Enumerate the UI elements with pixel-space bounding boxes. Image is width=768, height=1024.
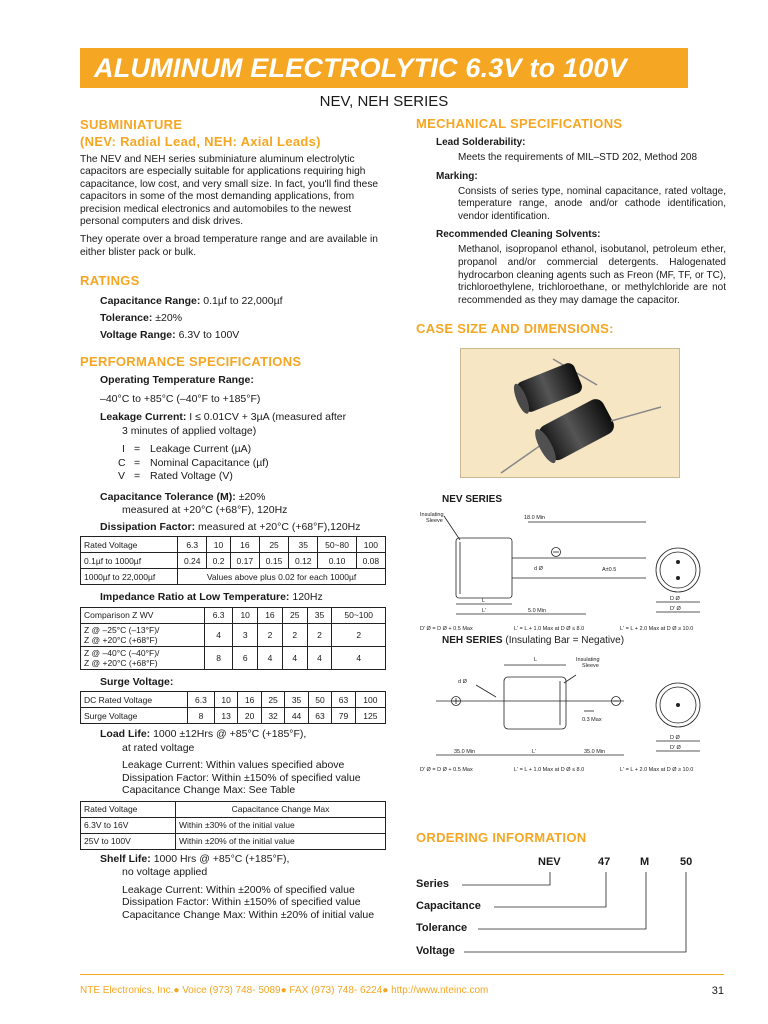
page-number: 31 <box>711 985 724 997</box>
nev-dimension-diagram <box>416 508 724 633</box>
case-size-title: CASE SIZE AND DIMENSIONS: <box>416 321 614 337</box>
footer-url-link[interactable]: http://www.nteinc.com <box>391 985 489 996</box>
list-item: Dissipation Factor: Within ±150% of specified value <box>122 896 361 909</box>
table-row <box>81 801 386 817</box>
dim-label: 18.0 Min <box>524 515 546 522</box>
shelf-life-note: no voltage applied <box>122 866 208 879</box>
dim-label: A±0.5 <box>602 567 617 574</box>
page-banner: ALUMINUM ELECTROLYTIC 6.3V to 100V <box>80 48 688 88</box>
list-item: Capacitance Change Max: Within ±20% of initial value <box>122 908 375 921</box>
intro-paragraph-2: They operate over a broad temperature range and are available in either blister pack or bulk. <box>80 234 378 258</box>
table-cell: Capacitance Change Max <box>176 801 386 817</box>
table-cell: 2 <box>282 623 307 646</box>
cap-tolerance: Capacitance Tolerance (M): ±20% <box>100 490 266 503</box>
marking-text: Consists of series type, nominal capacitance, rated voltage, temperature range, anode and/or cathode identification, vendor identification. <box>458 185 726 222</box>
capacitor-photo <box>460 348 680 478</box>
marking-label: Marking: <box>436 170 478 182</box>
bullet-icon: ● <box>280 985 287 996</box>
table-cell: 25V to 100V <box>81 833 176 849</box>
dim-caption: L' = L + 1.0 Max at D Ø ≤ 8.0 <box>514 626 585 633</box>
dim-label: L <box>482 598 486 605</box>
table-cell: 63 <box>332 692 355 708</box>
capacitance-change-table <box>80 801 386 850</box>
table-cell: 63 <box>308 708 331 724</box>
table-cell: 2 <box>332 623 386 646</box>
legend-row: C = Nominal Capacitance (µf) <box>118 456 269 469</box>
impedance-table <box>80 607 386 670</box>
table-cell: 10 <box>207 537 230 553</box>
table-cell: 25 <box>259 537 288 553</box>
table-row <box>81 646 386 669</box>
dim-label: L' <box>482 608 487 615</box>
table-cell: 16 <box>238 692 261 708</box>
table-cell: 6.3 <box>204 607 232 623</box>
dim-caption: D' Ø = D Ø + 0.5 Max <box>420 767 473 774</box>
table-row <box>81 817 386 833</box>
mechanical-title: MECHANICAL SPECIFICATIONS <box>416 116 623 131</box>
lead-solderability-label: Lead Solderability: <box>436 137 526 148</box>
bullet-icon: ● <box>173 985 180 996</box>
dim-label: L' <box>532 749 537 756</box>
load-life-note: at rated voltage <box>122 741 195 754</box>
table-cell: 0.17 <box>230 553 259 569</box>
table-row <box>81 708 386 724</box>
impedance-ratio: Impedance Ratio at Low Temperature: 120Hz <box>100 591 323 604</box>
dissipation-table <box>80 536 386 585</box>
table-cell: Comparison Z WV <box>81 607 205 623</box>
table-cell: 4 <box>258 646 283 669</box>
footer-voice: Voice (973) 748- 5089 <box>182 985 281 996</box>
table-cell: 32 <box>261 708 284 724</box>
dim-label: 35.0 Min <box>454 749 476 756</box>
dim-label: Sleeve <box>582 663 599 670</box>
surge-table <box>80 691 386 724</box>
dim-label: D Ø <box>670 735 680 742</box>
table-cell: 0.10 <box>318 553 356 569</box>
table-cell: 16 <box>230 537 259 553</box>
table-cell: 10 <box>233 607 258 623</box>
leakage-current: Leakage Current: I ≤ 0.01CV + 3µA (measured after <box>100 411 347 424</box>
table-cell: 1000µf to 22,000µf <box>81 569 178 585</box>
footer-company: NTE Electronics, Inc. <box>80 985 174 996</box>
table-cell: 25 <box>261 692 284 708</box>
dim-caption: L' = L + 2.0 Max at D Ø ≥ 10.0 <box>620 767 694 774</box>
subminiature-title: SUBMINIATURE <box>80 117 183 132</box>
capacitor-illustration <box>461 349 679 477</box>
table-cell: 16 <box>258 607 283 623</box>
table-cell: 6 <box>233 646 258 669</box>
shelf-life-list <box>80 884 390 922</box>
dissipation-factor: Dissipation Factor: measured at +20°C (+68°F),120Hz <box>100 520 361 533</box>
footer-fax: FAX (973) 748- 6224 <box>289 985 383 996</box>
table-cell: 0.1µf to 1000µf <box>81 553 178 569</box>
table-cell: 25 <box>282 607 307 623</box>
dim-label: d Ø <box>458 679 467 686</box>
neh-series-heading: NEH SERIES (Insulating Bar = Negative) <box>442 635 625 647</box>
shelf-life: Shelf Life: 1000 Hrs @ +85°C (+185°F), <box>100 852 290 865</box>
list-item: Leakage Current: Within ±200% of specified value <box>122 883 355 896</box>
table-row <box>81 833 386 849</box>
load-life-list <box>80 759 390 797</box>
table-cell: Z @ –25°C (–13°F)/ Z @ +20°C (+68°F) <box>81 623 205 646</box>
op-temp-value: –40°C to +85°C (–40°F to +185°F) <box>100 392 261 405</box>
footer-divider <box>80 974 724 975</box>
list-item: Dissipation Factor: Within ±150% of specified value <box>122 771 361 784</box>
performance-title: PERFORMANCE SPECIFICATIONS <box>80 354 302 370</box>
rating-tolerance: Tolerance: ±20% <box>100 312 183 325</box>
table-cell: 2 <box>258 623 283 646</box>
dim-label: 0.3 Max <box>582 717 602 724</box>
op-temp-label: Operating Temperature Range: <box>100 374 254 387</box>
ordering-label-tolerance: Tolerance <box>416 922 468 934</box>
table-row <box>81 569 386 585</box>
right-column <box>416 116 726 774</box>
table-cell: 44 <box>285 708 308 724</box>
table-cell: 35 <box>307 607 332 623</box>
bullet-icon: ● <box>382 985 389 996</box>
ordering-code-capacitance: 47 <box>598 856 611 868</box>
table-cell: 10 <box>214 692 237 708</box>
neh-dimension-diagram <box>416 649 724 774</box>
cap-tolerance-note: measured at +20°C (+68°F), 120Hz <box>122 504 288 517</box>
dim-label: D' Ø <box>670 606 681 613</box>
table-cell: 100 <box>356 537 385 553</box>
ratings-title: RATINGS <box>80 273 140 289</box>
dim-label: L <box>534 657 538 664</box>
table-row <box>81 607 386 623</box>
table-cell: 3 <box>233 623 258 646</box>
table-cell: 6.3 <box>178 537 207 553</box>
table-row <box>81 623 386 646</box>
table-cell: 35 <box>289 537 318 553</box>
table-cell: DC Rated Voltage <box>81 692 188 708</box>
surge-voltage-label: Surge Voltage: <box>100 675 174 688</box>
table-row <box>81 553 386 569</box>
table-cell: 13 <box>214 708 237 724</box>
table-cell: Within ±30% of the initial value <box>176 817 386 833</box>
dim-label: Insulating <box>576 657 600 664</box>
dim-label: 5.0 Min <box>528 608 547 615</box>
table-cell: 4 <box>282 646 307 669</box>
cleaning-solvents-label: Recommended Cleaning Solvents: <box>436 229 601 241</box>
table-cell: Z @ –40°C (–40°F)/ Z @ +20°C (+68°F) <box>81 646 205 669</box>
ratings-list <box>80 293 390 344</box>
list-item: Capacitance Change Max: See Table <box>122 784 296 797</box>
dim-label: Insulating <box>420 512 444 519</box>
ordering-label-capacitance: Capacitance <box>416 900 481 912</box>
table-cell: 100 <box>355 692 385 708</box>
dim-label: d Ø <box>534 566 543 573</box>
dim-caption: D' Ø = D Ø + 0.5 Max <box>420 626 473 633</box>
table-cell: 79 <box>332 708 355 724</box>
table-cell: 6.3V to 16V <box>81 817 176 833</box>
ordering-label-voltage: Voltage <box>416 945 455 957</box>
table-cell: 50~80 <box>318 537 356 553</box>
cleaning-solvents-text: Methanol, isopropanol ethanol, isobutanol, petroleum ether, propanol and/or commercial detergents. Halogenated hydrocarbon cleaning agents such as Freon (MF, TF, or TC), trichloroethylene, trichloroethane, or methylchloride are not recommended as they may damage the capacitor. <box>458 244 726 306</box>
table-cell: 0.08 <box>356 553 385 569</box>
nev-series-label: NEV SERIES <box>442 494 503 506</box>
table-cell: 50 <box>308 692 331 708</box>
left-column <box>80 116 390 921</box>
table-row <box>81 537 386 553</box>
subminiature-subtitle: (NEV: Radial Lead, NEH: Axial Leads) <box>80 134 321 149</box>
ordering-code-series: NEV <box>538 856 561 868</box>
table-cell: 4 <box>307 646 332 669</box>
legend-row: V = Rated Voltage (V) <box>118 470 233 483</box>
dim-label: Sleeve <box>426 518 443 525</box>
lead-solderability-text: Meets the requirements of MIL–STD 202, Method 208 <box>458 152 698 163</box>
table-cell: 35 <box>285 692 308 708</box>
ordering-code-voltage: 50 <box>680 856 693 868</box>
ordering-code-tolerance: M <box>640 856 650 868</box>
formula-legend <box>80 443 390 484</box>
table-cell: 20 <box>238 708 261 724</box>
legend-row: I = Leakage Current (µA) <box>122 443 252 456</box>
rating-voltage: Voltage Range: 6.3V to 100V <box>100 329 240 342</box>
dim-label: 35.0 Min <box>584 749 606 756</box>
dim-label: D' Ø <box>670 745 681 752</box>
leakage-current-note: 3 minutes of applied voltage) <box>122 424 257 437</box>
dim-label: D Ø <box>670 596 680 603</box>
list-item: Leakage Current: Within values specified above <box>122 759 345 772</box>
table-cell: Values above plus 0.02 for each 1000µf <box>178 569 386 585</box>
series-title: NEV, NEH SERIES <box>319 93 449 110</box>
table-cell: 50~100 <box>332 607 386 623</box>
page-footer <box>80 985 724 996</box>
table-cell: 6.3 <box>188 692 215 708</box>
table-cell: 0.12 <box>289 553 318 569</box>
table-cell: 4 <box>332 646 386 669</box>
table-row <box>81 692 386 708</box>
table-cell: Surge Voltage <box>81 708 188 724</box>
dim-caption: L' = L + 2.0 Max at D Ø ≥ 10.0 <box>620 626 694 633</box>
load-life: Load Life: 1000 ±12Hrs @ +85°C (+185°F), <box>100 728 307 741</box>
table-cell: 4 <box>204 623 232 646</box>
table-cell: 125 <box>355 708 385 724</box>
table-cell: 0.2 <box>207 553 230 569</box>
ordering-leader-lines <box>416 868 716 964</box>
table-cell: 0.24 <box>178 553 207 569</box>
table-cell: 2 <box>307 623 332 646</box>
table-cell: 0.15 <box>259 553 288 569</box>
rating-capacitance: Capacitance Range: 0.1µf to 22,000µf <box>100 295 283 308</box>
dim-caption: L' = L + 1.0 Max at D Ø ≤ 8.0 <box>514 767 585 774</box>
table-cell: Rated Voltage <box>81 537 178 553</box>
table-cell: Within ±20% of the initial value <box>176 833 386 849</box>
table-cell: 8 <box>204 646 232 669</box>
ordering-label-series: Series <box>416 878 450 890</box>
intro-paragraph-1: The NEV and NEH series subminiature aluminum electrolytic capacitors are especially suitable for applications requiring high capacitance, low cost, and very small size. In fact, you'll find these capacitors in some of the most demanding applications, from precision medical electronics and automobiles to the newest personal computers and disk drives. <box>80 154 379 228</box>
table-cell: Rated Voltage <box>81 801 176 817</box>
ordering-title: ORDERING INFORMATION <box>416 830 587 845</box>
table-cell: 8 <box>188 708 215 724</box>
